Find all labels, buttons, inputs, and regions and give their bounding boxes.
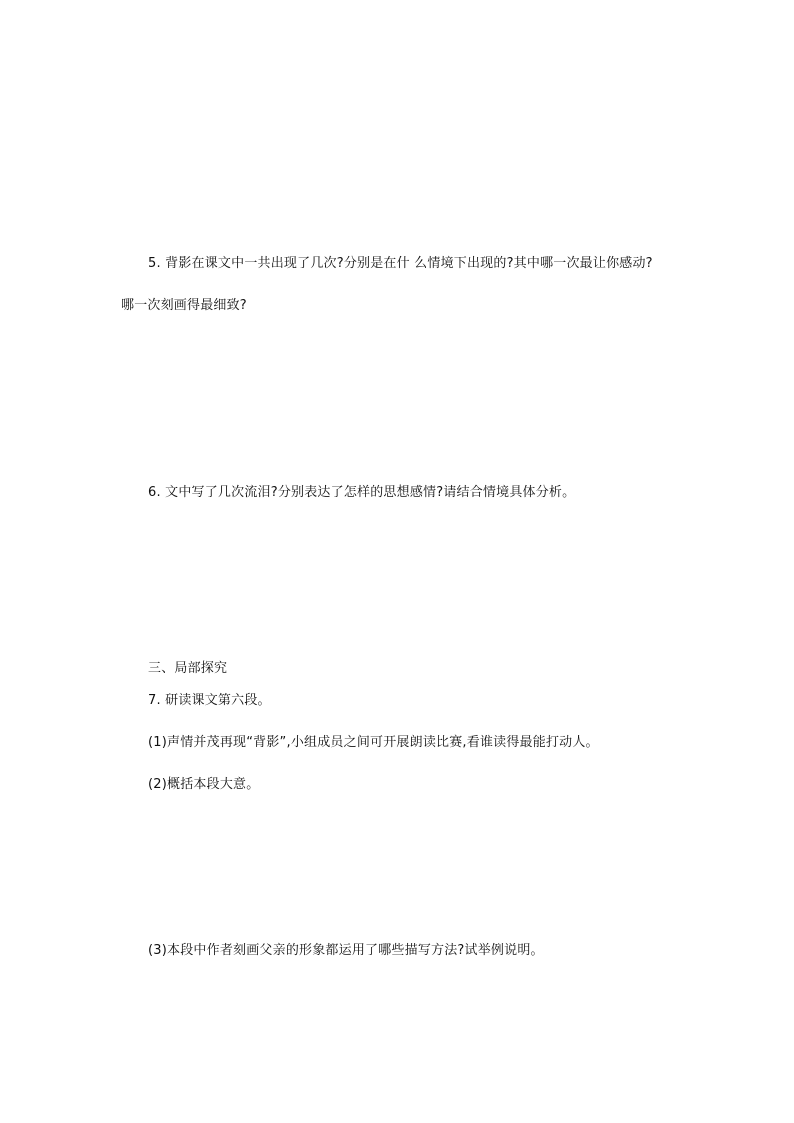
section-3-heading: 三、局部探究 bbox=[148, 661, 228, 676]
question-6: 6. 文中写了几次流泪?分别表达了怎样的思想感情?请结合情境具体分析。 bbox=[148, 485, 576, 500]
question-7-part-3: (3)本段中作者刻画父亲的形象都运用了哪些描写方法?试举例说明。 bbox=[148, 943, 544, 958]
question-7-part-1: (1)声情并茂再现“背影”,小组成员之间可开展朗读比赛,看谁读得最能打动人。 bbox=[148, 735, 599, 750]
question-5-line-2: 哪一次刻画得最细致? bbox=[121, 298, 247, 313]
question-7: 7. 研读课文第六段。 bbox=[148, 693, 271, 708]
question-7-part-2: (2)概括本段大意。 bbox=[148, 777, 260, 792]
question-5-line-1: 5. 背影在课文中一共出现了几次?分别是在什 么情境下出现的?其中哪一次最让你感动? bbox=[148, 256, 653, 271]
